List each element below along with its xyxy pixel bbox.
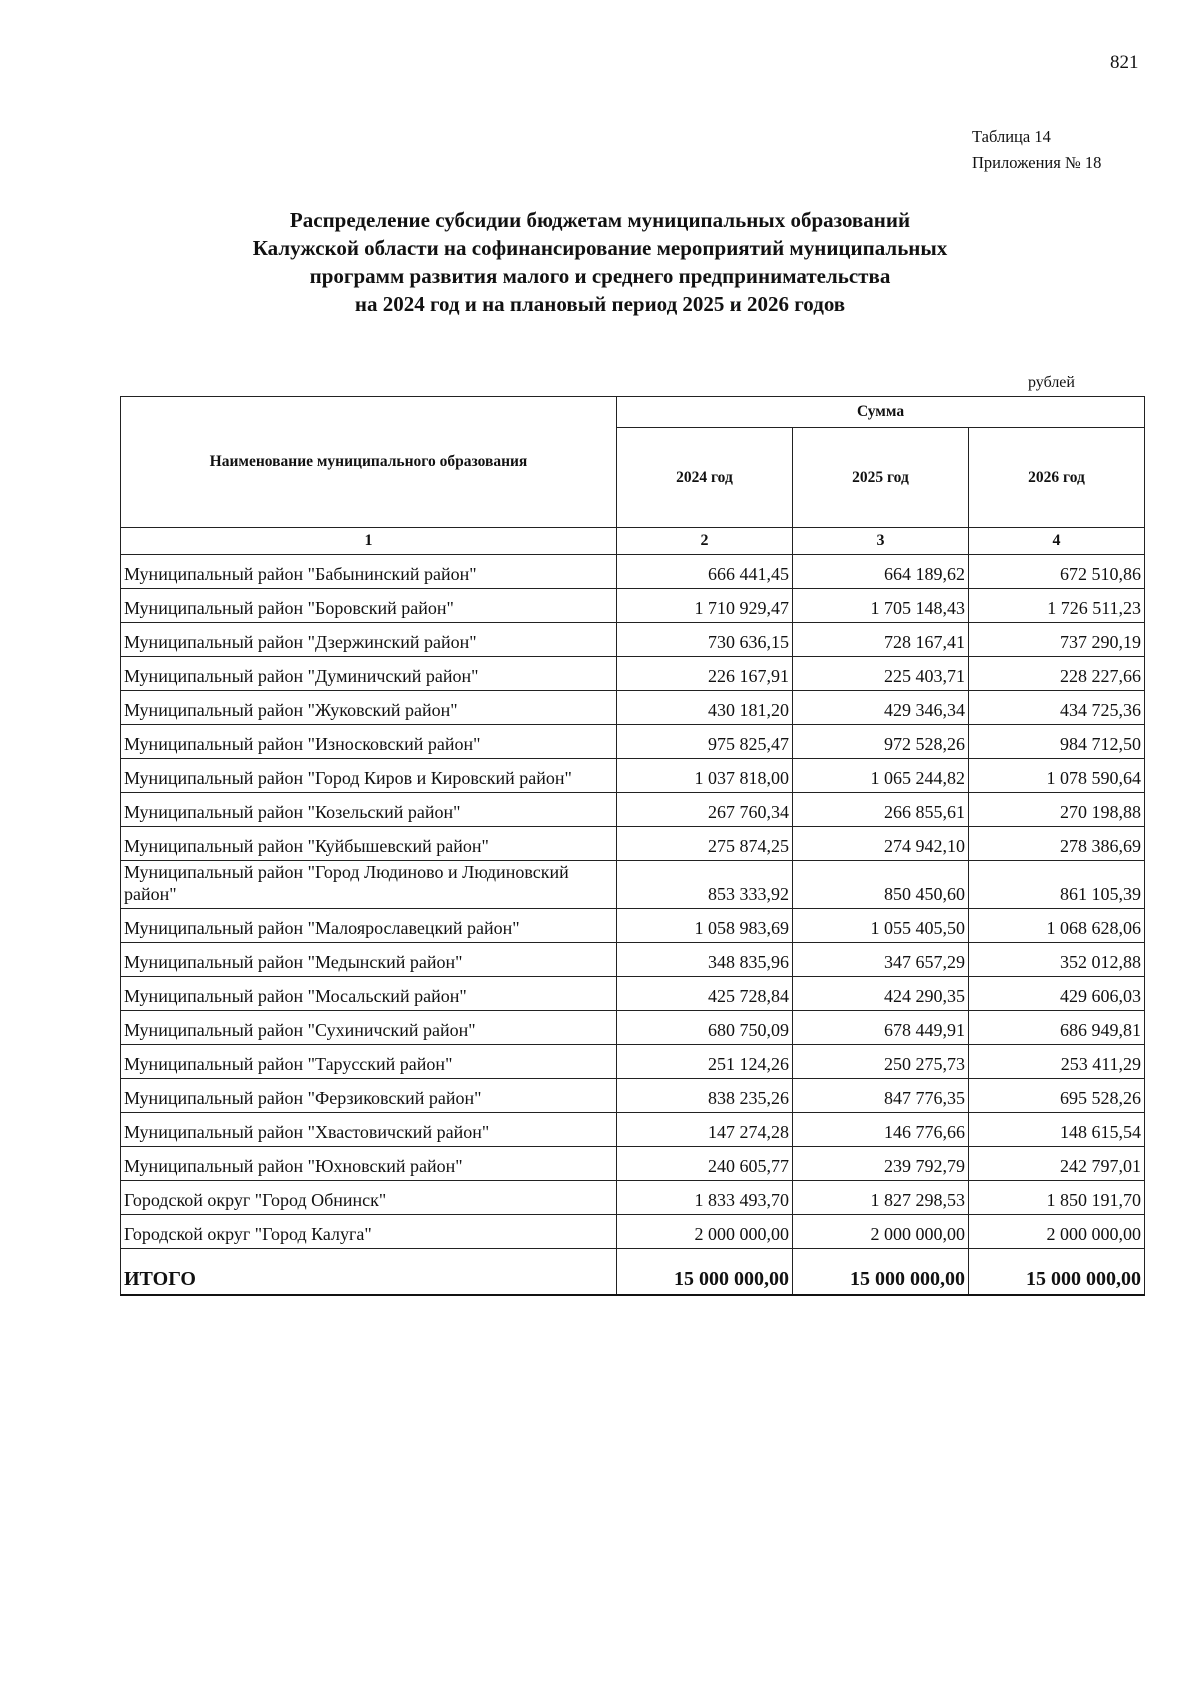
row-value-2026: 352 012,88 bbox=[969, 943, 1145, 977]
row-name: Муниципальный район "Сухиничский район" bbox=[121, 1011, 617, 1045]
row-value-2025: 225 403,71 bbox=[793, 657, 969, 691]
table-body bbox=[121, 555, 1145, 1249]
table-row bbox=[121, 1215, 1145, 1249]
annex-label: Приложения № 18 bbox=[972, 153, 1102, 172]
table-row bbox=[121, 861, 1145, 909]
row-value-2024: 1 058 983,69 bbox=[617, 909, 793, 943]
total-2026: 15 000 000,00 bbox=[969, 1249, 1145, 1296]
total-2024: 15 000 000,00 bbox=[617, 1249, 793, 1296]
table-row bbox=[121, 623, 1145, 657]
row-value-2024: 1 037 818,00 bbox=[617, 759, 793, 793]
row-value-2024: 730 636,15 bbox=[617, 623, 793, 657]
row-value-2024: 1 710 929,47 bbox=[617, 589, 793, 623]
row-name: Муниципальный район "Тарусский район" bbox=[121, 1045, 617, 1079]
column-number-row bbox=[121, 528, 1145, 555]
table-row bbox=[121, 1045, 1145, 1079]
row-name: Городской округ "Город Обнинск" bbox=[121, 1181, 617, 1215]
row-name: Муниципальный район "Хвастовичский район" bbox=[121, 1113, 617, 1147]
subsidy-table bbox=[120, 396, 1145, 1296]
header-sum: Сумма bbox=[617, 397, 1145, 428]
column-number: 4 bbox=[969, 528, 1145, 555]
row-name: Муниципальный район "Жуковский район" bbox=[121, 691, 617, 725]
row-value-2024: 226 167,91 bbox=[617, 657, 793, 691]
row-value-2025: 266 855,61 bbox=[793, 793, 969, 827]
row-value-2025: 250 275,73 bbox=[793, 1045, 969, 1079]
row-name: Городской округ "Город Калуга" bbox=[121, 1215, 617, 1249]
table-row bbox=[121, 909, 1145, 943]
page-number: 821 bbox=[1110, 52, 1139, 73]
row-value-2025: 972 528,26 bbox=[793, 725, 969, 759]
total-2025: 15 000 000,00 bbox=[793, 1249, 969, 1296]
row-value-2024: 853 333,92 bbox=[617, 861, 793, 909]
row-name: Муниципальный район "Боровский район" bbox=[121, 589, 617, 623]
row-name: Муниципальный район "Козельский район" bbox=[121, 793, 617, 827]
column-number: 3 bbox=[793, 528, 969, 555]
document-title bbox=[150, 206, 1050, 318]
row-value-2025: 664 189,62 bbox=[793, 555, 969, 589]
header-year-2025: 2025 год bbox=[793, 428, 969, 528]
row-name: Муниципальный район "Бабынинский район" bbox=[121, 555, 617, 589]
table-row bbox=[121, 555, 1145, 589]
table-row bbox=[121, 589, 1145, 623]
row-value-2026: 1 850 191,70 bbox=[969, 1181, 1145, 1215]
row-value-2025: 274 942,10 bbox=[793, 827, 969, 861]
row-name: Муниципальный район "Медынский район" bbox=[121, 943, 617, 977]
row-value-2026: 148 615,54 bbox=[969, 1113, 1145, 1147]
row-value-2025: 678 449,91 bbox=[793, 1011, 969, 1045]
row-value-2026: 686 949,81 bbox=[969, 1011, 1145, 1045]
row-value-2026: 1 726 511,23 bbox=[969, 589, 1145, 623]
row-value-2026: 2 000 000,00 bbox=[969, 1215, 1145, 1249]
row-name: Муниципальный район "Ферзиковский район" bbox=[121, 1079, 617, 1113]
header-name: Наименование муниципального образования bbox=[121, 397, 617, 528]
table-row bbox=[121, 943, 1145, 977]
table-row bbox=[121, 657, 1145, 691]
row-value-2024: 2 000 000,00 bbox=[617, 1215, 793, 1249]
row-value-2024: 838 235,26 bbox=[617, 1079, 793, 1113]
row-value-2025: 1 055 405,50 bbox=[793, 909, 969, 943]
row-value-2024: 275 874,25 bbox=[617, 827, 793, 861]
row-name: Муниципальный район "Город Людиново и Людиновский район" bbox=[121, 861, 617, 909]
column-number: 2 bbox=[617, 528, 793, 555]
total-label: ИТОГО bbox=[121, 1249, 617, 1296]
row-value-2025: 429 346,34 bbox=[793, 691, 969, 725]
row-name: Муниципальный район "Думиничский район" bbox=[121, 657, 617, 691]
table-row bbox=[121, 1181, 1145, 1215]
row-value-2024: 666 441,45 bbox=[617, 555, 793, 589]
row-value-2026: 434 725,36 bbox=[969, 691, 1145, 725]
row-value-2025: 347 657,29 bbox=[793, 943, 969, 977]
units-label: рублей bbox=[1028, 374, 1075, 391]
row-value-2024: 251 124,26 bbox=[617, 1045, 793, 1079]
title-line: на 2024 год и на плановый период 2025 и 2026 годов bbox=[354, 292, 846, 316]
row-value-2024: 267 760,34 bbox=[617, 793, 793, 827]
row-value-2026: 228 227,66 bbox=[969, 657, 1145, 691]
row-name: Муниципальный район "Износковский район" bbox=[121, 725, 617, 759]
table-label: Таблица 14 bbox=[972, 127, 1051, 146]
row-value-2025: 850 450,60 bbox=[793, 861, 969, 909]
table-row bbox=[121, 1147, 1145, 1181]
row-value-2024: 975 825,47 bbox=[617, 725, 793, 759]
row-value-2024: 240 605,77 bbox=[617, 1147, 793, 1181]
row-value-2025: 1 827 298,53 bbox=[793, 1181, 969, 1215]
row-value-2026: 984 712,50 bbox=[969, 725, 1145, 759]
table-row bbox=[121, 827, 1145, 861]
row-name: Муниципальный район "Город Киров и Кировский район" bbox=[121, 759, 617, 793]
row-value-2026: 253 411,29 bbox=[969, 1045, 1145, 1079]
row-value-2024: 425 728,84 bbox=[617, 977, 793, 1011]
appendix-reference bbox=[972, 124, 1101, 176]
row-value-2026: 242 797,01 bbox=[969, 1147, 1145, 1181]
row-name: Муниципальный район "Малоярославецкий район" bbox=[121, 909, 617, 943]
table-row bbox=[121, 1011, 1145, 1045]
header-year-2026: 2026 год bbox=[969, 428, 1145, 528]
total-row bbox=[121, 1249, 1145, 1296]
row-value-2026: 1 078 590,64 bbox=[969, 759, 1145, 793]
table-row bbox=[121, 793, 1145, 827]
row-value-2026: 737 290,19 bbox=[969, 623, 1145, 657]
row-value-2025: 728 167,41 bbox=[793, 623, 969, 657]
row-value-2024: 348 835,96 bbox=[617, 943, 793, 977]
row-value-2025: 1 705 148,43 bbox=[793, 589, 969, 623]
title-line: программ развития малого и среднего предпринимательства bbox=[309, 264, 891, 288]
row-value-2025: 424 290,35 bbox=[793, 977, 969, 1011]
row-value-2026: 429 606,03 bbox=[969, 977, 1145, 1011]
row-name: Муниципальный район "Мосальский район" bbox=[121, 977, 617, 1011]
header-year-2024: 2024 год bbox=[617, 428, 793, 528]
row-value-2026: 278 386,69 bbox=[969, 827, 1145, 861]
row-value-2024: 430 181,20 bbox=[617, 691, 793, 725]
row-value-2024: 147 274,28 bbox=[617, 1113, 793, 1147]
table-row bbox=[121, 759, 1145, 793]
table-row bbox=[121, 691, 1145, 725]
row-value-2026: 695 528,26 bbox=[969, 1079, 1145, 1113]
row-value-2025: 2 000 000,00 bbox=[793, 1215, 969, 1249]
title-line: Калужской области на софинансирование мероприятий муниципальных bbox=[252, 236, 948, 260]
row-value-2026: 270 198,88 bbox=[969, 793, 1145, 827]
row-value-2026: 1 068 628,06 bbox=[969, 909, 1145, 943]
table-row bbox=[121, 1079, 1145, 1113]
title-line: Распределение субсидии бюджетам муниципальных образований bbox=[289, 208, 911, 232]
row-name: Муниципальный район "Куйбышевский район" bbox=[121, 827, 617, 861]
row-value-2024: 680 750,09 bbox=[617, 1011, 793, 1045]
row-value-2026: 672 510,86 bbox=[969, 555, 1145, 589]
table-row bbox=[121, 1113, 1145, 1147]
row-value-2026: 861 105,39 bbox=[969, 861, 1145, 909]
table-row bbox=[121, 725, 1145, 759]
row-value-2025: 239 792,79 bbox=[793, 1147, 969, 1181]
row-value-2025: 1 065 244,82 bbox=[793, 759, 969, 793]
row-value-2025: 847 776,35 bbox=[793, 1079, 969, 1113]
row-name: Муниципальный район "Юхновский район" bbox=[121, 1147, 617, 1181]
row-value-2024: 1 833 493,70 bbox=[617, 1181, 793, 1215]
row-value-2025: 146 776,66 bbox=[793, 1113, 969, 1147]
table-row bbox=[121, 977, 1145, 1011]
column-number: 1 bbox=[121, 528, 617, 555]
row-name: Муниципальный район "Дзержинский район" bbox=[121, 623, 617, 657]
